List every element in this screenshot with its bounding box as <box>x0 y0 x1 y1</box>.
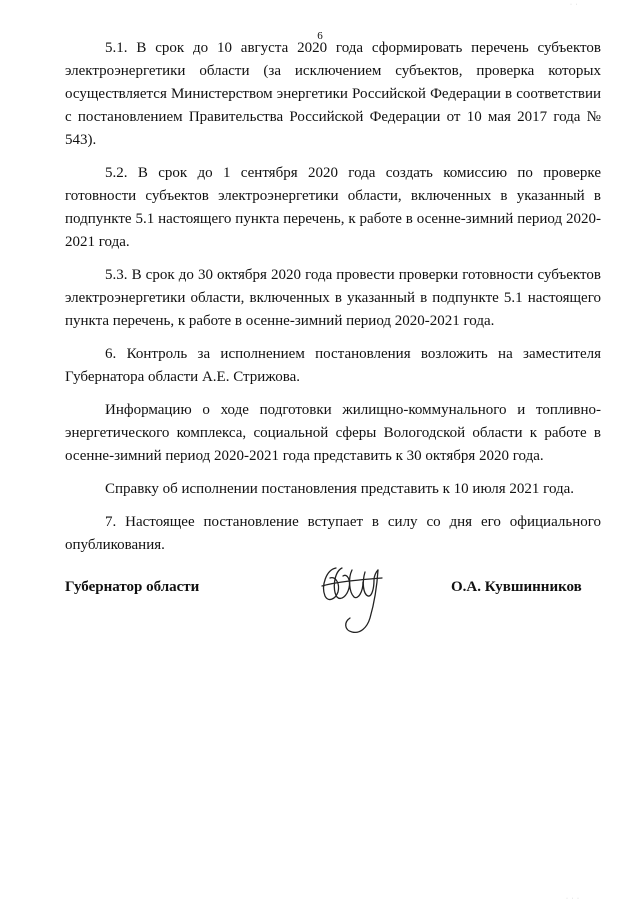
signatory-name: О.А. Кувшинников <box>451 579 582 595</box>
paragraph-6: 6. Контроль за исполнением постановления возложить на заместителя Губернатора области А.Е. Стрижова. <box>65 346 601 385</box>
scan-artifact: · · · <box>566 896 580 902</box>
handwritten-signature <box>316 556 392 638</box>
document-body <box>65 37 601 567</box>
paragraph-report: Справку об исполнении постановления представить к 10 июля 2021 года. <box>105 481 575 497</box>
page-number: 6 <box>317 30 323 42</box>
scan-artifact: · · <box>570 2 579 8</box>
paragraph-7: 7. Настоящее постановление вступает в силу со дня его официального опубликования. <box>65 514 601 553</box>
signatory-title: Губернатор области <box>65 579 200 595</box>
paragraph-5-3: 5.3. В срок до 30 октября 2020 года провести проверки готовности субъектов электроэнергетики области, включенных в указанный в подпункте 5.1 настоящего пункта перечень, к работе в осенне-зимний период 2020-2021 года. <box>65 267 601 329</box>
paragraph-information: Информацию о ходе подготовки жилищно-коммунального и топливно-энергетического комплекса, социальной сферы Вологодской области к работе в осенне-зимний период 2020-2021 года представить к 30 октября 2020 года. <box>65 402 601 464</box>
paragraph-5-2: 5.2. В срок до 1 сентября 2020 года создать комиссию по проверке готовности субъектов электроэнергетики области, включенных в указанный в подпункте 5.1 настоящего пункта перечень, к работе в осенне-зимний период 2020-2021 года. <box>65 165 601 250</box>
paragraph-5-1: 5.1. В срок до 10 августа 2020 года сформировать перечень субъектов электроэнергетики области (за исключением субъектов, проверка которых осуществляется Министерством энергетики Российской Федерации в соответствии с постановлением Правительства Российской Федерации от 10 мая 2017 года № 543). <box>65 40 601 148</box>
